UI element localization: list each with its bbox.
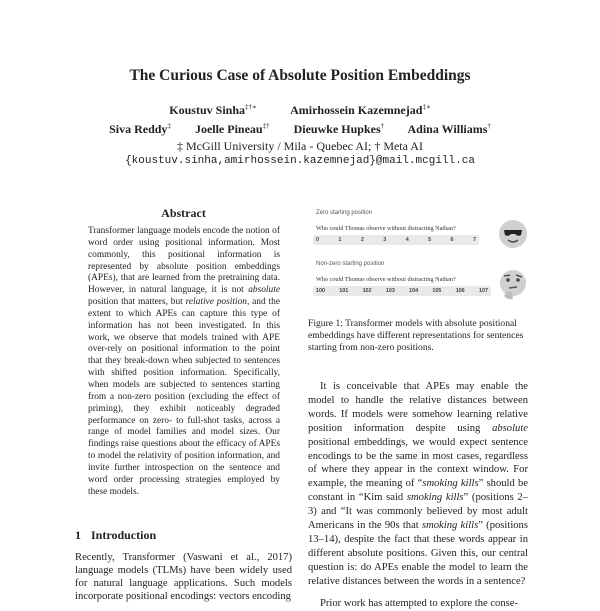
position-id: 102 — [362, 288, 372, 294]
introduction-text: Recently, Transformer (Vaswani et al., 2017) language models (TLMs) have been widely used for natural language applications. Such models incorporate positional encodings: vectors encoding — [75, 552, 292, 602]
abstract-text: position that matters, but — [88, 297, 186, 308]
nonzero-position-ids — [313, 286, 491, 296]
position-id: 103 — [385, 288, 395, 294]
abstract-text: Transformer language models encode the notion of word order using positional information. Most commonly, this positional information is represented by absolute position embeddings (APEs), that are learned from the pretraining data. However, in natural language, it is not — [88, 226, 280, 296]
abstract-text: , and the extent to which APEs can capture this type of information has not been investigated. In this work, we observe that models trained with APE over-rely on positional information to the point that they break-down when subjected to sentences with shifted position information. Specifically, when models are subjected to sentences starting from a non-zero position (excluding the effect of priming), they exhibit noticeably degraded performance on zero- to full-shot tasks, across a range of model families and model sizes. Our findings raise questions about the efficacy of APEs to model the relativity of position information, and invite further introspection on the sentence and word order processing strategies employed by these models. — [88, 297, 280, 497]
author-line-1 — [0, 103, 600, 118]
author-marks: ‡∗ — [422, 103, 431, 111]
body-emphasis: smoking kills — [406, 492, 464, 504]
paragraph — [308, 380, 528, 589]
body-text: It is conceivable that APEs may enable the model to handle the relative distances between words. If models were somehow learning relative position information despite using — [308, 381, 528, 434]
paper-title: The Curious Case of Absolute Position Embeddings — [129, 67, 471, 84]
author-marks: ‡†∗ — [245, 103, 257, 111]
author-name: Siva Reddy — [109, 122, 168, 136]
position-id: 1 — [338, 237, 342, 243]
body-text: ” (positions 2–3) and “It was commonly believed by most adult Americans in the 90s that — [308, 492, 528, 532]
nonzero-start-question: Who could Thomas observe without distracting Nathan? — [316, 276, 456, 283]
position-id: 107 — [478, 288, 488, 294]
body-emphasis: smoking kills — [421, 520, 479, 532]
body-text: ” (positions 13–14), despite the fact that these words appear in different absolute positions. Given this, our central question is: do APEs enable the model to learn the relative distances between the words in a sentence? — [308, 520, 528, 587]
position-id: 6 — [450, 237, 454, 243]
nonzero-start-label: Non-zero starting position — [316, 261, 385, 267]
position-id: 101 — [339, 288, 349, 294]
abstract-heading: Abstract — [161, 206, 206, 220]
section-heading-introduction — [75, 528, 156, 543]
position-id: 105 — [432, 288, 442, 294]
author-name: Joelle Pineau — [194, 122, 263, 136]
author-name: Adina Williams — [407, 122, 488, 136]
cool-face-icon — [498, 219, 528, 249]
zero-position-ids — [313, 235, 479, 245]
author-line-2 — [0, 122, 600, 137]
body-text: ” should be constant in “Kim said — [308, 478, 528, 504]
position-id: 3 — [383, 237, 387, 243]
affiliations: ‡ McGill University / Mila - Quebec AI; † Meta AI — [177, 139, 423, 153]
position-id: 0 — [316, 237, 319, 243]
body-emphasis: absolute — [492, 422, 528, 434]
figure-1 — [308, 205, 525, 327]
abstract-emphasis: relative position — [185, 297, 247, 308]
position-id: 5 — [428, 237, 432, 243]
author-name: Dieuwke Hupkes — [293, 122, 381, 136]
position-id: 106 — [455, 288, 465, 294]
abstract-emphasis: absolute — [248, 285, 280, 296]
author-name: Koustuv Sinha — [169, 103, 245, 117]
section-title: Introduction — [91, 528, 157, 542]
position-id: 7 — [472, 237, 476, 243]
position-id: 104 — [409, 288, 419, 294]
position-id: 100 — [316, 288, 325, 294]
thinking-face-icon — [498, 269, 528, 301]
body-text: positional embeddings, we would expect sentence encodings to be the same in most cases, regardless of where they appear in the context window. For example, the meaning of “ — [308, 436, 528, 490]
author-name: Amirhossein Kazemnejad — [290, 103, 423, 117]
position-id: 2 — [360, 237, 364, 243]
abstract-body — [88, 226, 280, 498]
author-marks: † — [487, 122, 491, 130]
right-column-body — [308, 380, 528, 611]
author-marks: ‡† — [262, 122, 270, 130]
body-emphasis: smoking kills — [422, 478, 479, 490]
zero-start-label: Zero starting position — [316, 210, 373, 216]
zero-start-question: Who could Thomas observe without distracting Nathan? — [316, 225, 456, 232]
author-marks: † — [380, 122, 385, 130]
position-id: 4 — [405, 237, 409, 243]
paragraph: Prior work has attempted to explore the conse- — [320, 597, 518, 609]
section-number: 1 — [75, 528, 81, 542]
author-marks: ‡ — [167, 122, 171, 130]
author-emails: {koustuv.sinha,amirhossein.kazemnejad}@mail.mcgill.ca — [125, 155, 475, 167]
figure-1-caption: Figure 1: Transformer models with absolute positional embeddings have different representations for sentences starting from non-zero positions. — [308, 318, 524, 353]
